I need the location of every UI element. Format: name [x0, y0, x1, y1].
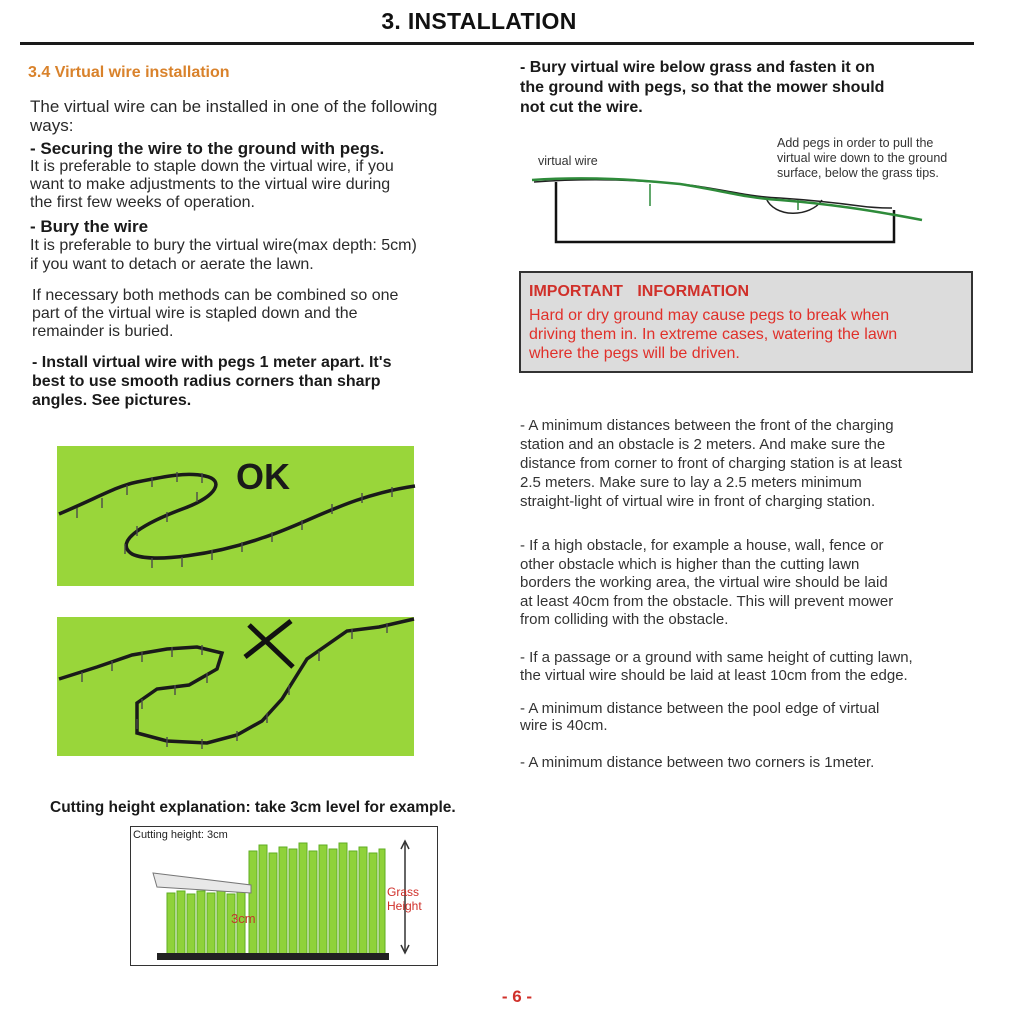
section-title: 3.4 Virtual wire installation	[28, 64, 230, 81]
method-pegs: - Securing the wire to the ground with pegs. It is preferable to staple down the virtual wire, if you want to make adjustments to the virtual wire during the first few weeks of operation.	[30, 139, 394, 211]
install-pegs-note: - Install virtual wire with pegs 1 meter apart. It's best to use smooth radius corners than sharp angles. See pictures.	[32, 354, 392, 409]
grass-height-label: Grass Height	[387, 885, 422, 913]
virtual-wire-label: virtual wire	[538, 154, 598, 168]
pegs-instruction-label: Add pegs in order to pull the virtual wire down to the ground surface, below the grass tips.	[777, 136, 948, 180]
peg-icon	[650, 184, 798, 210]
corner-distance-text: - A minimum distance between two corners is 1meter.	[520, 754, 875, 771]
bury-wire-note: - Bury virtual wire below grass and fasten it on the ground with pegs, so that the mower should not cut the wire.	[520, 59, 885, 116]
passage-edge-text: - If a passage or a ground with same height of cutting lawn, the virtual wire should be laid at least 10cm from the edge.	[520, 649, 913, 684]
header-rule	[20, 42, 974, 45]
method-pegs-heading: - Securing the wire to the ground with pegs.	[30, 139, 385, 158]
high-obstacle-text: - If a high obstacle, for example a house, wall, fence or other obstacle which is higher than the cutting lawn borders the working area, the virtual wire should be laid at least 40cm from the obstacle. This will prevent mower from colliding with the obstacle.	[520, 537, 894, 628]
charging-station-distance-text: - A minimum distances between the front of the charging station and an obstacle is 2 meters. And make sure the distance from corner to front of charging station is at least 2.5 meters. Make sure to lay a 2.5 meters minimum straight-light of virtual wire in front of charging station.	[520, 417, 902, 510]
important-heading: IMPORTANT INFORMATION	[529, 283, 750, 300]
cutting-height-diagram	[130, 826, 438, 966]
intro-text: The virtual wire can be installed in one of the following ways:	[30, 97, 438, 135]
level-3cm-label: 3cm	[231, 911, 256, 926]
ok-label: OK	[236, 456, 290, 497]
page-number: - 6 -	[501, 987, 533, 1006]
important-information-box: IMPORTANT INFORMATION Hard or dry ground may cause pegs to break when driving them in. In extreme cases, watering the lawn where the pegs will be driven.	[519, 271, 973, 373]
pool-edge-text: - A minimum distance between the pool edge of virtual wire is 40cm.	[520, 700, 880, 734]
method-bury: - Bury the wire It is preferable to bury the virtual wire(max depth: 5cm) if you want to detach or aerate the lawn.	[30, 217, 417, 273]
combined-methods-text: If necessary both methods can be combined so one part of the virtual wire is stapled down and the remainder is buried.	[32, 287, 399, 340]
cutting-height-caption: Cutting height explanation: take 3cm level for example.	[50, 799, 456, 816]
wrong-wire-layout-illustration	[57, 617, 414, 756]
buried-wire-diagram	[530, 166, 930, 248]
cutting-height-label: Cutting height: 3cm	[133, 829, 228, 841]
method-bury-heading: - Bury the wire	[30, 217, 149, 236]
page-title: 3. INSTALLATION	[381, 8, 577, 34]
